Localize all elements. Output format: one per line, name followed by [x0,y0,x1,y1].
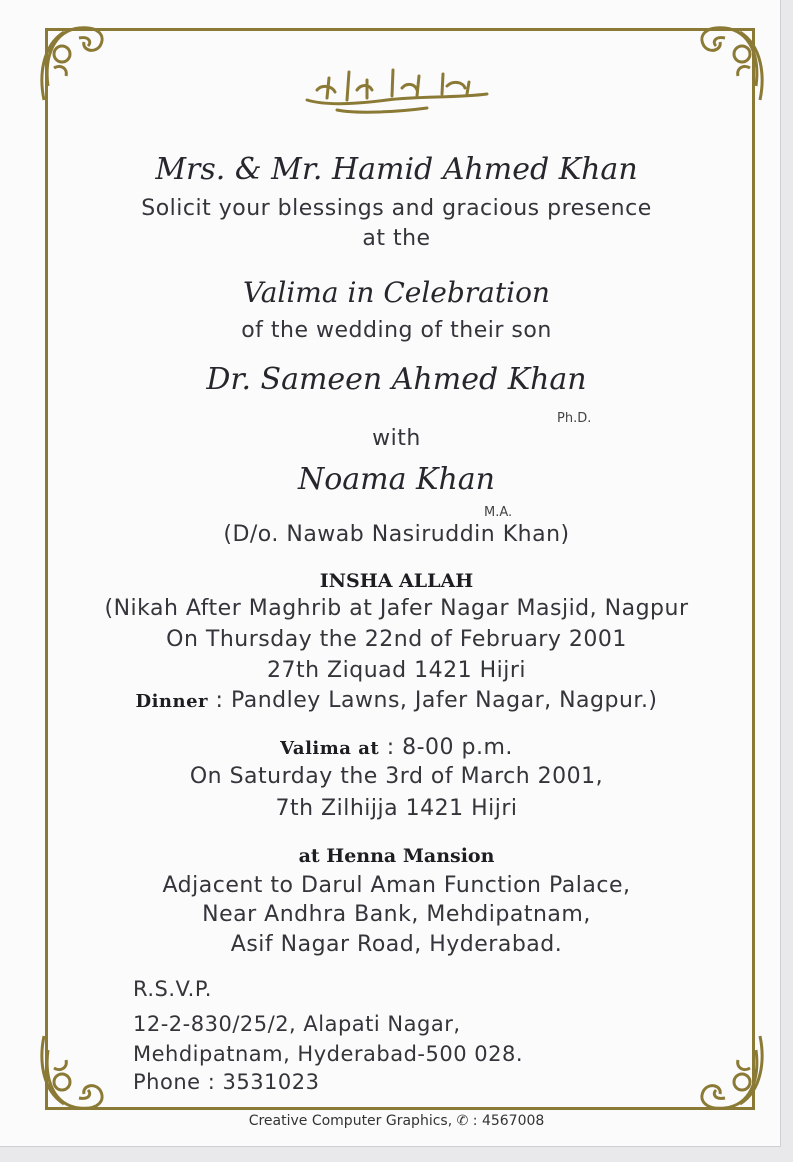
rsvp-phone: Phone : 3531023 [133,1070,320,1094]
valima-time: : 8-00 p.m. [379,735,513,760]
venue-address-line-3: Asif Nagar Road, Hyderabad. [230,932,563,957]
dinner-place: : Pandley Lawns, Jafer Nagar, Nagpur.) [208,688,658,713]
rsvp-address-2: Mehdipatnam, Hyderabad-500 028. [133,1042,524,1066]
solicit-line: Solicit your blessings and gracious presence [141,196,652,221]
valima-date: On Saturday the 3rd of March 2001, [189,764,604,789]
rsvp-address-1: 12-2-830/25/2, Alapati Nagar, [133,1012,461,1036]
with-line: with [372,426,421,451]
printer-credit: Creative Computer Graphics, ✆ : 4567008 [248,1113,545,1129]
venue-address-line-2: Near Andhra Bank, Mehdipatnam, [202,902,591,927]
bismillah-calligraphy [0,60,793,115]
nikah-hijri-date: 27th Ziquad 1421 Hijri [267,658,526,683]
insha-allah-heading: INSHA ALLAH [319,570,474,592]
valima-hijri-date: 7th Zilhijja 1421 Hijri [275,796,518,821]
dinner-line [0,688,793,713]
groom-degree: Ph.D. [557,411,592,426]
bride-name: Noama Khan [297,462,495,497]
bismillah-calligraphy-icon [297,60,497,115]
at-the-line: at the [362,226,431,251]
hosts-names: Mrs. & Mr. Hamid Ahmed Khan [155,152,638,187]
corner-ornament-icon [34,1030,124,1120]
event-title: Valima in Celebration [243,276,550,309]
rsvp-label: R.S.V.P. [133,977,212,1001]
bride-parent-line: (D/o. Nawab Nasiruddin Khan) [223,522,570,547]
venue-name: at Henna Mansion [298,845,495,867]
valima-time-line [0,735,793,760]
nikah-line: (Nikah After Maghrib at Jafer Nagar Masjid, Nagpur [104,596,689,621]
bride-degree: M.A. [484,505,513,520]
nikah-date: On Thursday the 22nd of February 2001 [166,627,627,652]
valima-label: Valima at [280,738,380,759]
wedding-of-line: of the wedding of their son [241,318,552,343]
groom-name: Dr. Sameen Ahmed Khan [206,362,587,397]
venue-address-line-1: Adjacent to Darul Aman Function Palace, [162,873,631,898]
dinner-label: Dinner [135,691,209,712]
corner-ornament-icon [680,1030,770,1120]
